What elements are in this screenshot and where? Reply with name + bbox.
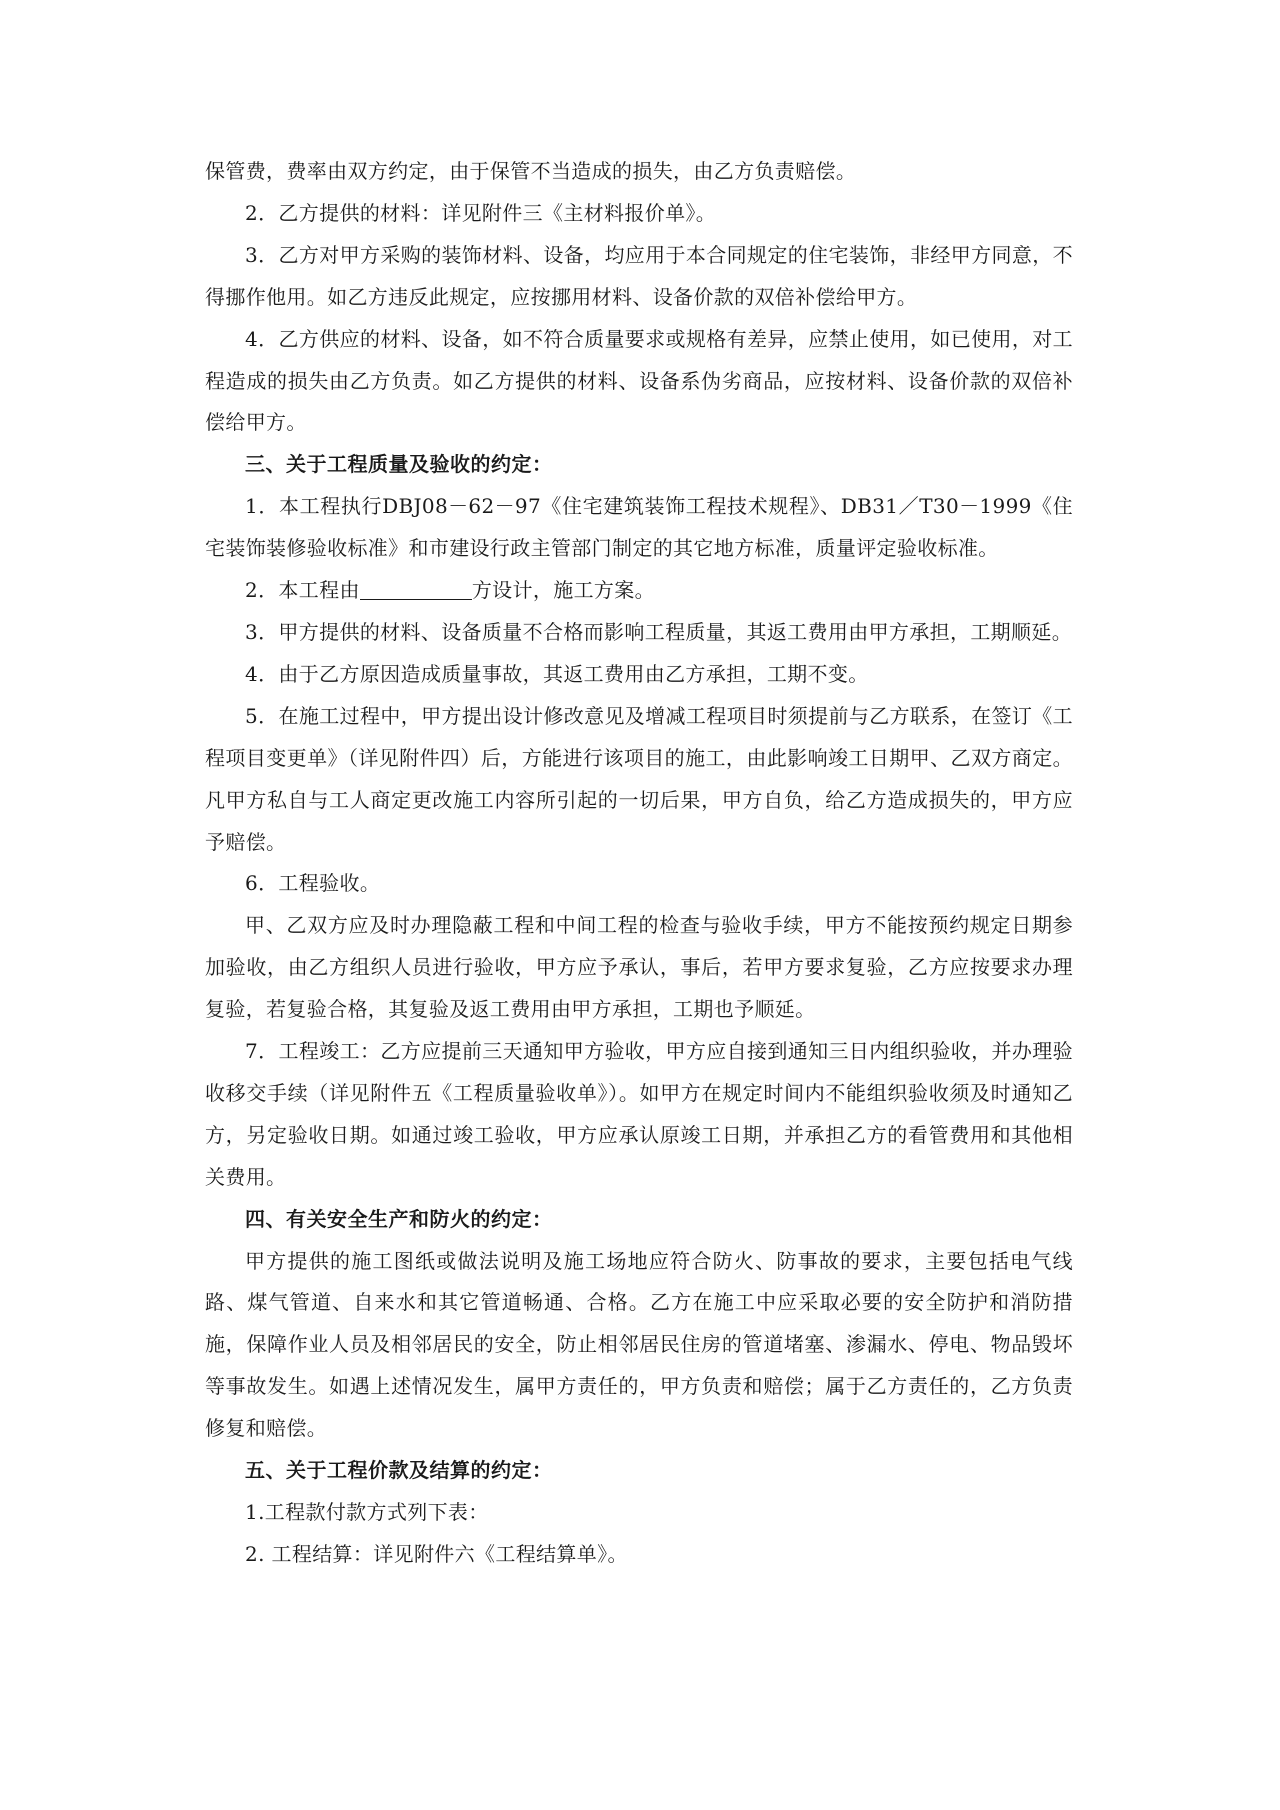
clause-4-body: 甲方提供的施工图纸或做法说明及施工场地应符合防火、防事故的要求，主要包括电气线路、煤气管道、自来水和其它管道畅通、合格。乙方在施工中应采取必要的安全防护和消防措施，保障作业人员及相邻居民的安全，防止相邻居民住房的管道堵塞、渗漏水、停电、物品毁坏等事故发生。如遇上述情况发生，属甲方责任的，甲方负责和赔偿；属于乙方责任的，乙方负责修复和赔偿。 — [205, 1248, 1073, 1441]
clause-3-7: 7．工程竣工：乙方应提前三天通知甲方验收，甲方应自接到通知三日内组织验收，并办理验收移交手续（详见附件五《工程质量验收单》）。如甲方在规定时间内不能组织验收须及时通知乙方，另定验收日期。如通过竣工验收，甲方应承认原竣工日期，并承担乙方的看管费用和其他相关费用。 — [205, 1039, 1073, 1189]
clause-3-5: 5．在施工过程中，甲方提出设计修改意见及增减工程项目时须提前与乙方联系，在签订《工程项目变更单》（详见附件四）后，方能进行该项目的施工，由此影响竣工日期甲、乙双方商定。凡甲方私自与工人商定更改施工内容所引起的一切后果，甲方自负，给乙方造成损失的，甲方应予赔偿。 — [205, 703, 1073, 854]
clause-3-6: 6．工程验收。 — [245, 871, 381, 896]
section-heading-payment: 五、关于工程价款及结算的约定： — [245, 1458, 553, 1483]
designer-blank-field — [360, 575, 472, 600]
section-heading-safety: 四、有关安全生产和防火的约定： — [245, 1206, 553, 1231]
clause-3-3: 3．甲方提供的材料、设备质量不合格而影响工程质量，其返工费用由甲方承担，工期顺延。 — [245, 619, 1073, 644]
clause-2-3: 3．乙方对甲方采购的装饰材料、设备，均应用于本合同规定的住宅装饰，非经甲方同意，不得挪作他用。如乙方违反此规定，应按挪用材料、设备价款的双倍补偿给甲方。 — [205, 242, 1073, 309]
clause-5-1: 1.工程款付款方式列下表： — [245, 1500, 489, 1524]
clause-3-6-body: 甲、乙双方应及时办理隐蔽工程和中间工程的检查与验收手续，甲方不能按预约规定日期参加验收，由乙方组织人员进行验收，甲方应予承认，事后，若甲方要求复验，乙方应按要求办理复验，若复验合格，其复验及返工费用由甲方承担，工期也予顺延。 — [205, 913, 1073, 1022]
contract-body — [205, 151, 1073, 1576]
clause-3-2-suffix: 方设计，施工方案。 — [471, 578, 655, 603]
paragraph-storage-fee: 保管费，费率由双方约定，由于保管不当造成的损失，由乙方负责赔偿。 — [205, 159, 857, 183]
clause-3-4: 4．由于乙方原因造成质量事故，其返工费用由乙方承担，工期不变。 — [245, 661, 869, 686]
clause-5-2: 2. 工程结算：详见附件六《工程结算单》。 — [245, 1541, 628, 1566]
clause-2-4: 4．乙方供应的材料、设备，如不符合质量要求或规格有差异，应禁止使用，如已使用，对工程造成的损失由乙方负责。如乙方提供的材料、设备系伪劣商品，应按材料、设备价款的双倍补偿给甲方。 — [205, 326, 1073, 435]
clause-2-2: 2．乙方提供的材料：详见附件三《主材料报价单》。 — [245, 200, 717, 225]
section-heading-quality: 三、关于工程质量及验收的约定： — [245, 452, 553, 477]
clause-3-2 — [205, 570, 1073, 612]
clause-3-2-prefix: 2．本工程由 — [245, 578, 360, 603]
clause-3-1: 1．本工程执行DBJ08－62－97《住宅建筑装饰工程技术规程》、DB31／T30－1999《住宅装饰装修验收标准》和市建设行政主管部门制定的其它地方标准，质量评定验收标准。 — [205, 494, 1073, 561]
